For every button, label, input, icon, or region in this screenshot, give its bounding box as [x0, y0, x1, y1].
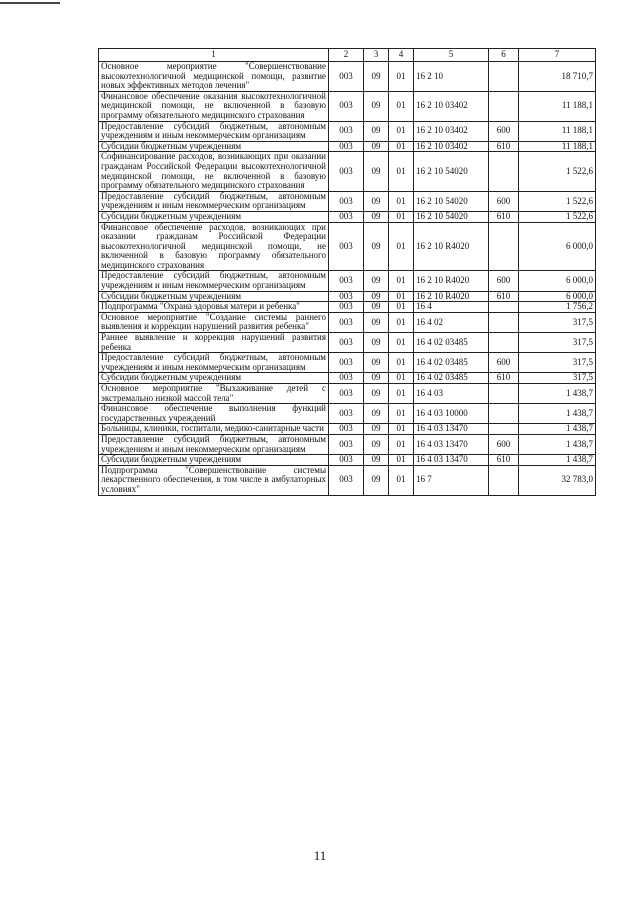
cell-target-article: 16 4 02 03485 — [414, 333, 489, 353]
cell-admin-code: 003 — [329, 302, 364, 313]
cell-amount: 317,5 — [519, 312, 596, 332]
table-row — [99, 353, 596, 373]
cell-section: 09 — [364, 455, 389, 466]
cell-expense-type — [489, 312, 519, 332]
cell-amount: 32 783,0 — [519, 465, 596, 495]
cell-subsection: 01 — [389, 271, 414, 291]
cell-name: Субсидии бюджетным учреждениям — [99, 373, 329, 384]
cell-expense-type — [489, 424, 519, 435]
cell-expense-type: 600 — [489, 434, 519, 454]
cell-subsection: 01 — [389, 152, 414, 191]
cell-amount: 1 438,7 — [519, 424, 596, 435]
cell-expense-type — [489, 333, 519, 353]
table-row — [99, 121, 596, 141]
cell-admin-code: 003 — [329, 62, 364, 92]
cell-admin-code: 003 — [329, 271, 364, 291]
cell-expense-type — [489, 384, 519, 404]
cell-name: Субсидии бюджетным учреждениям — [99, 455, 329, 466]
cell-section: 09 — [364, 404, 389, 424]
table-row — [99, 91, 596, 121]
cell-amount: 6 000,0 — [519, 291, 596, 302]
cell-admin-code: 003 — [329, 373, 364, 384]
cell-section: 09 — [364, 91, 389, 121]
table-row — [99, 222, 596, 271]
cell-expense-type — [489, 302, 519, 313]
cell-name: Предоставление субсидий бюджетным, автономным учреждениям и иным некоммерческим организациям — [99, 121, 329, 141]
cell-target-article: 16 4 03 13470 — [414, 455, 489, 466]
cell-admin-code: 003 — [329, 121, 364, 141]
cell-amount: 1 522,6 — [519, 152, 596, 191]
cell-subsection: 01 — [389, 222, 414, 271]
cell-expense-type — [489, 404, 519, 424]
cell-section: 09 — [364, 222, 389, 271]
cell-target-article: 16 7 — [414, 465, 489, 495]
cell-amount: 1 522,6 — [519, 191, 596, 211]
cell-expense-type: 610 — [489, 141, 519, 152]
cell-target-article: 16 2 10 54020 — [414, 191, 489, 211]
column-header-7: 7 — [519, 49, 596, 62]
cell-amount: 6 000,0 — [519, 271, 596, 291]
cell-subsection: 01 — [389, 191, 414, 211]
cell-subsection: 01 — [389, 384, 414, 404]
cell-admin-code: 003 — [329, 404, 364, 424]
cell-section: 09 — [364, 333, 389, 353]
cell-admin-code: 003 — [329, 384, 364, 404]
table-row — [99, 291, 596, 302]
cell-expense-type: 600 — [489, 191, 519, 211]
cell-section: 09 — [364, 434, 389, 454]
cell-section: 09 — [364, 353, 389, 373]
cell-admin-code: 003 — [329, 222, 364, 271]
cell-name: Предоставление субсидий бюджетным, автономным учреждениям и иным некоммерческим организациям — [99, 191, 329, 211]
page-number: 11 — [313, 848, 327, 863]
cell-subsection: 01 — [389, 333, 414, 353]
cell-section: 09 — [364, 312, 389, 332]
cell-subsection: 01 — [389, 302, 414, 313]
cell-section: 09 — [364, 62, 389, 92]
table-header-row — [99, 49, 596, 62]
cell-section: 09 — [364, 373, 389, 384]
cell-admin-code: 003 — [329, 455, 364, 466]
cell-expense-type: 600 — [489, 353, 519, 373]
cell-section: 09 — [364, 141, 389, 152]
cell-target-article: 16 2 10 — [414, 62, 489, 92]
cell-target-article: 16 2 10 54020 — [414, 152, 489, 191]
cell-target-article: 16 4 — [414, 302, 489, 313]
table-row — [99, 191, 596, 211]
cell-subsection: 01 — [389, 404, 414, 424]
cell-expense-type — [489, 91, 519, 121]
cell-admin-code: 003 — [329, 91, 364, 121]
cell-subsection: 01 — [389, 291, 414, 302]
cell-expense-type — [489, 152, 519, 191]
cell-admin-code: 003 — [329, 191, 364, 211]
cell-target-article: 16 4 02 03485 — [414, 373, 489, 384]
table-row — [99, 373, 596, 384]
cell-target-article: 16 2 10 54020 — [414, 211, 489, 222]
cell-target-article: 16 2 10 03402 — [414, 141, 489, 152]
cell-name: Субсидии бюджетным учреждениям — [99, 211, 329, 222]
cell-admin-code: 003 — [329, 353, 364, 373]
cell-name: Финансовое обеспечение расходов, возникающих при оказании гражданам Российской Федерации высокотехнологичной медицинской помощи, не включенной в базовую программу обязательного медицинского страхования — [99, 222, 329, 271]
cell-amount: 11 188,1 — [519, 141, 596, 152]
cell-amount: 11 188,1 — [519, 91, 596, 121]
cell-target-article: 16 2 10 R4020 — [414, 271, 489, 291]
table-row — [99, 62, 596, 92]
cell-amount: 6 000,0 — [519, 222, 596, 271]
cell-expense-type — [489, 62, 519, 92]
cell-section: 09 — [364, 191, 389, 211]
cell-name: Предоставление субсидий бюджетным, автономным учреждениям и иным некоммерческим организациям — [99, 271, 329, 291]
cell-section: 09 — [364, 291, 389, 302]
table-row — [99, 434, 596, 454]
cell-subsection: 01 — [389, 211, 414, 222]
cell-admin-code: 003 — [329, 152, 364, 191]
cell-amount: 1 756,2 — [519, 302, 596, 313]
cell-name: Субсидии бюджетным учреждениям — [99, 291, 329, 302]
cell-target-article: 16 2 10 03402 — [414, 91, 489, 121]
cell-admin-code: 003 — [329, 141, 364, 152]
cell-amount: 317,5 — [519, 373, 596, 384]
column-header-1: 1 — [99, 49, 329, 62]
cell-expense-type: 610 — [489, 211, 519, 222]
cell-target-article: 16 2 10 R4020 — [414, 291, 489, 302]
cell-expense-type: 610 — [489, 373, 519, 384]
cell-target-article: 16 4 03 13470 — [414, 424, 489, 435]
column-header-4: 4 — [389, 49, 414, 62]
table-body — [99, 62, 596, 496]
cell-section: 09 — [364, 302, 389, 313]
cell-amount: 1 522,6 — [519, 211, 596, 222]
cell-section: 09 — [364, 465, 389, 495]
table-row — [99, 465, 596, 495]
column-header-2: 2 — [329, 49, 364, 62]
cell-admin-code: 003 — [329, 211, 364, 222]
cell-amount: 1 438,7 — [519, 384, 596, 404]
cell-expense-type — [489, 465, 519, 495]
cell-name: Финансовое обеспечение оказания высокотехнологичной медицинской помощи, не включенной в базовую программу обязательного медицинского страхования — [99, 91, 329, 121]
cell-admin-code: 003 — [329, 312, 364, 332]
table-row — [99, 141, 596, 152]
cell-target-article: 16 4 03 13470 — [414, 434, 489, 454]
budget-table — [98, 48, 596, 496]
cell-section: 09 — [364, 384, 389, 404]
cell-subsection: 01 — [389, 91, 414, 121]
cell-target-article: 16 2 10 R4020 — [414, 222, 489, 271]
cell-name: Раннее выявление и коррекция нарушений развития ребенка — [99, 333, 329, 353]
cell-section: 09 — [364, 424, 389, 435]
cell-amount: 1 438,7 — [519, 455, 596, 466]
cell-admin-code: 003 — [329, 424, 364, 435]
cell-target-article: 16 4 02 03485 — [414, 353, 489, 373]
cell-amount: 317,5 — [519, 353, 596, 373]
cell-amount: 1 438,7 — [519, 434, 596, 454]
cell-name: Подпрограмма "Охрана здоровья матери и ребенка" — [99, 302, 329, 313]
cell-name: Основное мероприятие "Выхаживание детей с экстремально низкой массой тела" — [99, 384, 329, 404]
cell-target-article: 16 4 03 10000 — [414, 404, 489, 424]
cell-target-article: 16 2 10 03402 — [414, 121, 489, 141]
cell-admin-code: 003 — [329, 434, 364, 454]
table-row — [99, 424, 596, 435]
table-row — [99, 152, 596, 191]
column-header-3: 3 — [364, 49, 389, 62]
cell-target-article: 16 4 02 — [414, 312, 489, 332]
table-row — [99, 455, 596, 466]
cell-section: 09 — [364, 121, 389, 141]
scan-corner-mark — [0, 2, 60, 4]
cell-amount: 1 438,7 — [519, 404, 596, 424]
cell-admin-code: 003 — [329, 333, 364, 353]
cell-expense-type — [489, 222, 519, 271]
cell-name: Основное мероприятие "Совершенствование высокотехнологичной медицинской помощи, развитие новых эффективных методов лечения" — [99, 62, 329, 92]
cell-target-article: 16 4 03 — [414, 384, 489, 404]
cell-subsection: 01 — [389, 312, 414, 332]
cell-section: 09 — [364, 152, 389, 191]
table-row — [99, 312, 596, 332]
column-header-5: 5 — [414, 49, 489, 62]
cell-subsection: 01 — [389, 62, 414, 92]
table-row — [99, 404, 596, 424]
cell-name: Предоставление субсидий бюджетным, автономным учреждениям и иным некоммерческим организациям — [99, 434, 329, 454]
cell-name: Больницы, клиники, госпитали, медико-санитарные части — [99, 424, 329, 435]
cell-subsection: 01 — [389, 434, 414, 454]
cell-subsection: 01 — [389, 424, 414, 435]
cell-subsection: 01 — [389, 373, 414, 384]
cell-section: 09 — [364, 271, 389, 291]
cell-name: Субсидии бюджетным учреждениям — [99, 141, 329, 152]
cell-expense-type: 610 — [489, 291, 519, 302]
cell-name: Подпрограмма "Совершенствование системы лекарственного обеспечения, в том числе в амбулаторных условиях" — [99, 465, 329, 495]
cell-expense-type: 610 — [489, 455, 519, 466]
cell-name: Основное мероприятие "Создание системы раннего выявления и коррекции нарушений развития ребенка" — [99, 312, 329, 332]
table-row — [99, 384, 596, 404]
cell-subsection: 01 — [389, 353, 414, 373]
cell-name: Софинансирование расходов, возникающих при оказании гражданам Российской Федерации высокотехнологичной медицинской помощи, не включенной в базовую программу обязательного медицинского страхования — [99, 152, 329, 191]
cell-amount: 317,5 — [519, 333, 596, 353]
cell-name: Финансовое обеспечение выполнения функций государственных учреждений — [99, 404, 329, 424]
cell-amount: 18 710,7 — [519, 62, 596, 92]
cell-amount: 11 188,1 — [519, 121, 596, 141]
cell-subsection: 01 — [389, 455, 414, 466]
table-row — [99, 302, 596, 313]
cell-expense-type: 600 — [489, 271, 519, 291]
cell-section: 09 — [364, 211, 389, 222]
cell-admin-code: 003 — [329, 291, 364, 302]
cell-expense-type: 600 — [489, 121, 519, 141]
table-row — [99, 333, 596, 353]
table-row — [99, 211, 596, 222]
table-row — [99, 271, 596, 291]
column-header-6: 6 — [489, 49, 519, 62]
cell-subsection: 01 — [389, 141, 414, 152]
cell-name: Предоставление субсидий бюджетным, автономным учреждениям и иным некоммерческим организациям — [99, 353, 329, 373]
cell-subsection: 01 — [389, 121, 414, 141]
cell-admin-code: 003 — [329, 465, 364, 495]
cell-subsection: 01 — [389, 465, 414, 495]
